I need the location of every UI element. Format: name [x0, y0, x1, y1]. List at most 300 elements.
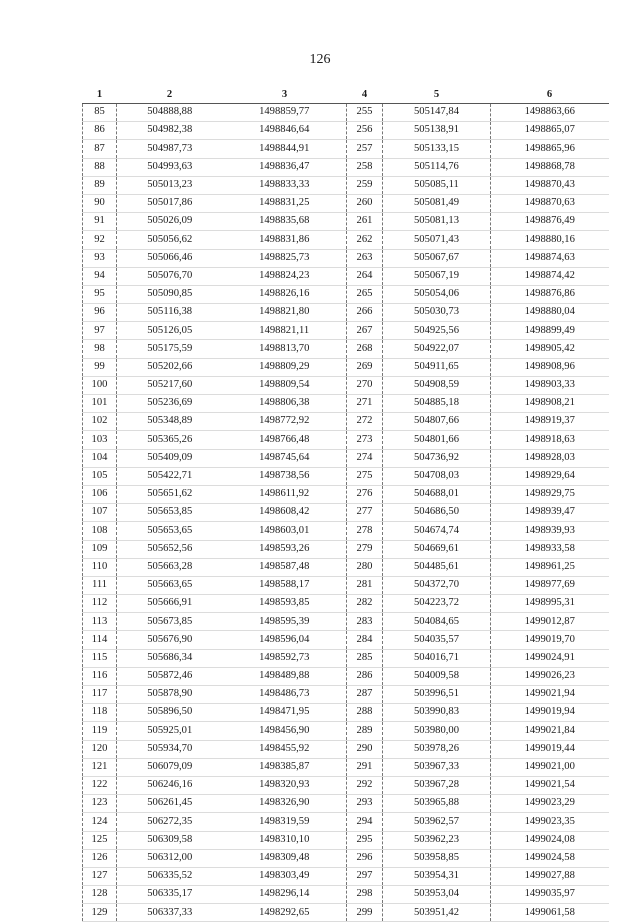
table-row — [83, 322, 609, 340]
x-coordinate-cell: 503990,83 — [383, 704, 491, 722]
y-coordinate-cell: 1498933,58 — [491, 540, 609, 558]
table-row — [83, 122, 609, 140]
table-row — [83, 140, 609, 158]
y-coordinate-cell: 1498870,63 — [491, 194, 609, 212]
point-number-cell: 118 — [83, 704, 117, 722]
x-coordinate-cell: 506246,16 — [117, 776, 223, 794]
x-coordinate-cell: 503953,04 — [383, 886, 491, 904]
y-coordinate-cell: 1498588,17 — [223, 576, 347, 594]
x-coordinate-cell: 505651,62 — [117, 485, 223, 503]
x-coordinate-cell: 504922,07 — [383, 340, 491, 358]
table-row — [83, 413, 609, 431]
x-coordinate-cell: 505686,34 — [117, 649, 223, 667]
x-coordinate-cell: 505054,06 — [383, 285, 491, 303]
point-number-cell: 259 — [347, 176, 383, 194]
table-row — [83, 467, 609, 485]
x-coordinate-cell: 504035,57 — [383, 631, 491, 649]
point-number-cell: 129 — [83, 904, 117, 922]
table-row — [83, 613, 609, 631]
x-coordinate-cell: 504372,70 — [383, 576, 491, 594]
point-number-cell: 113 — [83, 613, 117, 631]
y-coordinate-cell: 1499024,08 — [491, 831, 609, 849]
point-number-cell: 107 — [83, 504, 117, 522]
x-coordinate-cell: 503978,26 — [383, 740, 491, 758]
point-number-cell: 293 — [347, 795, 383, 813]
x-coordinate-cell: 505067,67 — [383, 249, 491, 267]
y-coordinate-cell: 1498874,63 — [491, 249, 609, 267]
y-coordinate-cell: 1498471,95 — [223, 704, 347, 722]
table-row — [83, 795, 609, 813]
x-coordinate-cell: 504993,63 — [117, 158, 223, 176]
x-coordinate-cell: 504686,50 — [383, 504, 491, 522]
y-coordinate-cell: 1498835,68 — [223, 213, 347, 231]
point-number-cell: 121 — [83, 758, 117, 776]
y-coordinate-cell: 1498587,48 — [223, 558, 347, 576]
x-coordinate-cell: 505666,91 — [117, 595, 223, 613]
point-number-cell: 120 — [83, 740, 117, 758]
point-number-cell: 127 — [83, 867, 117, 885]
point-number-cell: 261 — [347, 213, 383, 231]
y-coordinate-cell: 1498905,42 — [491, 340, 609, 358]
point-number-cell: 287 — [347, 686, 383, 704]
y-coordinate-cell: 1498876,49 — [491, 213, 609, 231]
y-coordinate-cell: 1498831,25 — [223, 194, 347, 212]
x-coordinate-cell: 505673,85 — [117, 613, 223, 631]
point-number-cell: 299 — [347, 904, 383, 922]
point-number-cell: 93 — [83, 249, 117, 267]
y-coordinate-cell: 1498824,23 — [223, 267, 347, 285]
column-header-4: 4 — [347, 87, 383, 104]
table-row — [83, 776, 609, 794]
y-coordinate-cell: 1498918,63 — [491, 431, 609, 449]
y-coordinate-cell: 1498939,93 — [491, 522, 609, 540]
y-coordinate-cell: 1498303,49 — [223, 867, 347, 885]
y-coordinate-cell: 1498608,42 — [223, 504, 347, 522]
x-coordinate-cell: 505126,05 — [117, 322, 223, 340]
x-coordinate-cell: 503962,57 — [383, 813, 491, 831]
point-number-cell: 100 — [83, 376, 117, 394]
x-coordinate-cell: 505138,91 — [383, 122, 491, 140]
y-coordinate-cell: 1498296,14 — [223, 886, 347, 904]
point-number-cell: 110 — [83, 558, 117, 576]
point-number-cell: 282 — [347, 595, 383, 613]
x-coordinate-cell: 504223,72 — [383, 595, 491, 613]
point-number-cell: 291 — [347, 758, 383, 776]
point-number-cell: 295 — [347, 831, 383, 849]
y-coordinate-cell: 1498455,92 — [223, 740, 347, 758]
table-row — [83, 904, 609, 922]
y-coordinate-cell: 1498908,96 — [491, 358, 609, 376]
table-row — [83, 213, 609, 231]
table-row — [83, 649, 609, 667]
point-number-cell: 268 — [347, 340, 383, 358]
table-row — [83, 358, 609, 376]
x-coordinate-cell: 505409,09 — [117, 449, 223, 467]
y-coordinate-cell: 1498919,37 — [491, 413, 609, 431]
x-coordinate-cell: 504485,61 — [383, 558, 491, 576]
point-number-cell: 91 — [83, 213, 117, 231]
y-coordinate-cell: 1499023,35 — [491, 813, 609, 831]
x-coordinate-cell: 505013,23 — [117, 176, 223, 194]
point-number-cell: 89 — [83, 176, 117, 194]
x-coordinate-cell: 504009,58 — [383, 667, 491, 685]
x-coordinate-cell: 504982,38 — [117, 122, 223, 140]
point-number-cell: 255 — [347, 104, 383, 122]
y-coordinate-cell: 1498489,88 — [223, 667, 347, 685]
y-coordinate-cell: 1498880,04 — [491, 304, 609, 322]
x-coordinate-cell: 503967,33 — [383, 758, 491, 776]
y-coordinate-cell: 1498899,49 — [491, 322, 609, 340]
coordinates-table — [82, 87, 609, 922]
table-row — [83, 376, 609, 394]
y-coordinate-cell: 1498836,47 — [223, 158, 347, 176]
column-header-6: 6 — [491, 87, 609, 104]
y-coordinate-cell: 1498592,73 — [223, 649, 347, 667]
x-coordinate-cell: 504084,65 — [383, 613, 491, 631]
x-coordinate-cell: 504669,61 — [383, 540, 491, 558]
point-number-cell: 296 — [347, 849, 383, 867]
x-coordinate-cell: 505925,01 — [117, 722, 223, 740]
y-coordinate-cell: 1498929,64 — [491, 467, 609, 485]
y-coordinate-cell: 1499026,23 — [491, 667, 609, 685]
page-number: 126 — [309, 52, 331, 67]
point-number-cell: 112 — [83, 595, 117, 613]
x-coordinate-cell: 506335,17 — [117, 886, 223, 904]
y-coordinate-cell: 1498874,42 — [491, 267, 609, 285]
x-coordinate-cell: 505653,85 — [117, 504, 223, 522]
point-number-cell: 264 — [347, 267, 383, 285]
table-row — [83, 558, 609, 576]
point-number-cell: 117 — [83, 686, 117, 704]
point-number-cell: 111 — [83, 576, 117, 594]
y-coordinate-cell: 1499021,00 — [491, 758, 609, 776]
x-coordinate-cell: 505076,70 — [117, 267, 223, 285]
y-coordinate-cell: 1498320,93 — [223, 776, 347, 794]
table-row — [83, 831, 609, 849]
table-row — [83, 849, 609, 867]
y-coordinate-cell: 1498908,21 — [491, 395, 609, 413]
x-coordinate-cell: 504016,71 — [383, 649, 491, 667]
point-number-cell: 106 — [83, 485, 117, 503]
table-row — [83, 522, 609, 540]
y-coordinate-cell: 1498876,86 — [491, 285, 609, 303]
point-number-cell: 289 — [347, 722, 383, 740]
y-coordinate-cell: 1499021,54 — [491, 776, 609, 794]
point-number-cell: 269 — [347, 358, 383, 376]
x-coordinate-cell: 503967,28 — [383, 776, 491, 794]
y-coordinate-cell: 1498928,03 — [491, 449, 609, 467]
y-coordinate-cell: 1498870,43 — [491, 176, 609, 194]
y-coordinate-cell: 1498326,90 — [223, 795, 347, 813]
point-number-cell: 290 — [347, 740, 383, 758]
point-number-cell: 278 — [347, 522, 383, 540]
point-number-cell: 128 — [83, 886, 117, 904]
point-number-cell: 263 — [347, 249, 383, 267]
point-number-cell: 283 — [347, 613, 383, 631]
x-coordinate-cell: 504688,01 — [383, 485, 491, 503]
point-number-cell: 271 — [347, 395, 383, 413]
x-coordinate-cell: 505896,50 — [117, 704, 223, 722]
x-coordinate-cell: 505663,65 — [117, 576, 223, 594]
x-coordinate-cell: 504925,56 — [383, 322, 491, 340]
y-coordinate-cell: 1498844,91 — [223, 140, 347, 158]
point-number-cell: 102 — [83, 413, 117, 431]
point-number-cell: 94 — [83, 267, 117, 285]
table-header-row — [83, 87, 609, 104]
y-coordinate-cell: 1498593,85 — [223, 595, 347, 613]
point-number-cell: 105 — [83, 467, 117, 485]
y-coordinate-cell: 1498319,59 — [223, 813, 347, 831]
x-coordinate-cell: 505217,60 — [117, 376, 223, 394]
y-coordinate-cell: 1498603,01 — [223, 522, 347, 540]
point-number-cell: 286 — [347, 667, 383, 685]
y-coordinate-cell: 1498745,64 — [223, 449, 347, 467]
y-coordinate-cell: 1498309,48 — [223, 849, 347, 867]
table-row — [83, 285, 609, 303]
x-coordinate-cell: 505236,69 — [117, 395, 223, 413]
y-coordinate-cell: 1498825,73 — [223, 249, 347, 267]
y-coordinate-cell: 1498738,56 — [223, 467, 347, 485]
y-coordinate-cell: 1499012,87 — [491, 613, 609, 631]
point-number-cell: 279 — [347, 540, 383, 558]
x-coordinate-cell: 505067,19 — [383, 267, 491, 285]
table-row — [83, 758, 609, 776]
y-coordinate-cell: 1498821,80 — [223, 304, 347, 322]
y-coordinate-cell: 1498292,65 — [223, 904, 347, 922]
y-coordinate-cell: 1498772,92 — [223, 413, 347, 431]
x-coordinate-cell: 505090,85 — [117, 285, 223, 303]
y-coordinate-cell: 1498611,92 — [223, 485, 347, 503]
x-coordinate-cell: 506309,58 — [117, 831, 223, 849]
y-coordinate-cell: 1498859,77 — [223, 104, 347, 122]
point-number-cell: 273 — [347, 431, 383, 449]
x-coordinate-cell: 505422,71 — [117, 467, 223, 485]
x-coordinate-cell: 504807,66 — [383, 413, 491, 431]
table-row — [83, 304, 609, 322]
y-coordinate-cell: 1498809,29 — [223, 358, 347, 376]
y-coordinate-cell: 1498929,75 — [491, 485, 609, 503]
table-row — [83, 740, 609, 758]
point-number-cell: 281 — [347, 576, 383, 594]
y-coordinate-cell: 1498831,86 — [223, 231, 347, 249]
point-number-cell: 270 — [347, 376, 383, 394]
table-row — [83, 431, 609, 449]
point-number-cell: 115 — [83, 649, 117, 667]
y-coordinate-cell: 1498813,70 — [223, 340, 347, 358]
point-number-cell: 86 — [83, 122, 117, 140]
column-header-2: 2 — [117, 87, 223, 104]
x-coordinate-cell: 506337,33 — [117, 904, 223, 922]
x-coordinate-cell: 503980,00 — [383, 722, 491, 740]
y-coordinate-cell: 1499021,84 — [491, 722, 609, 740]
x-coordinate-cell: 505085,11 — [383, 176, 491, 194]
x-coordinate-cell: 503965,88 — [383, 795, 491, 813]
point-number-cell: 90 — [83, 194, 117, 212]
x-coordinate-cell: 505116,38 — [117, 304, 223, 322]
x-coordinate-cell: 504911,65 — [383, 358, 491, 376]
table-row — [83, 194, 609, 212]
table-row — [83, 867, 609, 885]
x-coordinate-cell: 505348,89 — [117, 413, 223, 431]
x-coordinate-cell: 505026,09 — [117, 213, 223, 231]
x-coordinate-cell: 505081,49 — [383, 194, 491, 212]
table-row — [83, 267, 609, 285]
y-coordinate-cell: 1498865,07 — [491, 122, 609, 140]
point-number-cell: 95 — [83, 285, 117, 303]
y-coordinate-cell: 1498809,54 — [223, 376, 347, 394]
point-number-cell: 298 — [347, 886, 383, 904]
x-coordinate-cell: 505147,84 — [383, 104, 491, 122]
table-row — [83, 631, 609, 649]
x-coordinate-cell: 505365,26 — [117, 431, 223, 449]
point-number-cell: 285 — [347, 649, 383, 667]
point-number-cell: 272 — [347, 413, 383, 431]
table-row — [83, 704, 609, 722]
point-number-cell: 258 — [347, 158, 383, 176]
point-number-cell: 294 — [347, 813, 383, 831]
point-number-cell: 92 — [83, 231, 117, 249]
point-number-cell: 275 — [347, 467, 383, 485]
y-coordinate-cell: 1498833,33 — [223, 176, 347, 194]
y-coordinate-cell: 1498806,38 — [223, 395, 347, 413]
y-coordinate-cell: 1498595,39 — [223, 613, 347, 631]
table-row — [83, 176, 609, 194]
x-coordinate-cell: 505872,46 — [117, 667, 223, 685]
y-coordinate-cell: 1499027,88 — [491, 867, 609, 885]
x-coordinate-cell: 504708,03 — [383, 467, 491, 485]
point-number-cell: 284 — [347, 631, 383, 649]
y-coordinate-cell: 1498826,16 — [223, 285, 347, 303]
x-coordinate-cell: 505934,70 — [117, 740, 223, 758]
point-number-cell: 256 — [347, 122, 383, 140]
point-number-cell: 119 — [83, 722, 117, 740]
y-coordinate-cell: 1498880,16 — [491, 231, 609, 249]
x-coordinate-cell: 503996,51 — [383, 686, 491, 704]
x-coordinate-cell: 504801,66 — [383, 431, 491, 449]
x-coordinate-cell: 503951,42 — [383, 904, 491, 922]
y-coordinate-cell: 1499061,58 — [491, 904, 609, 922]
point-number-cell: 265 — [347, 285, 383, 303]
table-row — [83, 540, 609, 558]
y-coordinate-cell: 1498939,47 — [491, 504, 609, 522]
table-row — [83, 249, 609, 267]
y-coordinate-cell: 1499019,44 — [491, 740, 609, 758]
table-row — [83, 722, 609, 740]
point-number-cell: 276 — [347, 485, 383, 503]
point-number-cell: 116 — [83, 667, 117, 685]
column-header-3: 3 — [223, 87, 347, 104]
table-row — [83, 340, 609, 358]
x-coordinate-cell: 506335,52 — [117, 867, 223, 885]
table-row — [83, 231, 609, 249]
point-number-cell: 257 — [347, 140, 383, 158]
y-coordinate-cell: 1498456,90 — [223, 722, 347, 740]
point-number-cell: 88 — [83, 158, 117, 176]
x-coordinate-cell: 505878,90 — [117, 686, 223, 704]
y-coordinate-cell: 1498821,11 — [223, 322, 347, 340]
point-number-cell: 266 — [347, 304, 383, 322]
y-coordinate-cell: 1498766,48 — [223, 431, 347, 449]
point-number-cell: 125 — [83, 831, 117, 849]
table-row — [83, 395, 609, 413]
y-coordinate-cell: 1498486,73 — [223, 686, 347, 704]
point-number-cell: 267 — [347, 322, 383, 340]
x-coordinate-cell: 505066,46 — [117, 249, 223, 267]
x-coordinate-cell: 506079,09 — [117, 758, 223, 776]
y-coordinate-cell: 1498863,66 — [491, 104, 609, 122]
point-number-cell: 280 — [347, 558, 383, 576]
table-row — [83, 886, 609, 904]
point-number-cell: 103 — [83, 431, 117, 449]
x-coordinate-cell: 506261,45 — [117, 795, 223, 813]
table-row — [83, 104, 609, 122]
y-coordinate-cell: 1498596,04 — [223, 631, 347, 649]
point-number-cell: 274 — [347, 449, 383, 467]
x-coordinate-cell: 504888,88 — [117, 104, 223, 122]
table-body — [83, 104, 609, 922]
column-header-5: 5 — [383, 87, 491, 104]
point-number-cell: 260 — [347, 194, 383, 212]
point-number-cell: 96 — [83, 304, 117, 322]
x-coordinate-cell: 504885,18 — [383, 395, 491, 413]
y-coordinate-cell: 1498995,31 — [491, 595, 609, 613]
x-coordinate-cell: 505652,56 — [117, 540, 223, 558]
y-coordinate-cell: 1499023,29 — [491, 795, 609, 813]
y-coordinate-cell: 1499035,97 — [491, 886, 609, 904]
x-coordinate-cell: 505114,76 — [383, 158, 491, 176]
point-number-cell: 122 — [83, 776, 117, 794]
x-coordinate-cell: 505676,90 — [117, 631, 223, 649]
y-coordinate-cell: 1498977,69 — [491, 576, 609, 594]
point-number-cell: 85 — [83, 104, 117, 122]
x-coordinate-cell: 506312,00 — [117, 849, 223, 867]
y-coordinate-cell: 1498846,64 — [223, 122, 347, 140]
point-number-cell: 114 — [83, 631, 117, 649]
point-number-cell: 292 — [347, 776, 383, 794]
point-number-cell: 98 — [83, 340, 117, 358]
table-row — [83, 667, 609, 685]
table-row — [83, 449, 609, 467]
y-coordinate-cell: 1498385,87 — [223, 758, 347, 776]
point-number-cell: 288 — [347, 704, 383, 722]
x-coordinate-cell: 506272,35 — [117, 813, 223, 831]
x-coordinate-cell: 505202,66 — [117, 358, 223, 376]
point-number-cell: 277 — [347, 504, 383, 522]
point-number-cell: 104 — [83, 449, 117, 467]
table-row — [83, 595, 609, 613]
point-number-cell: 123 — [83, 795, 117, 813]
y-coordinate-cell: 1499019,70 — [491, 631, 609, 649]
y-coordinate-cell: 1498903,33 — [491, 376, 609, 394]
x-coordinate-cell: 503958,85 — [383, 849, 491, 867]
y-coordinate-cell: 1499024,91 — [491, 649, 609, 667]
x-coordinate-cell: 504736,92 — [383, 449, 491, 467]
x-coordinate-cell: 505133,15 — [383, 140, 491, 158]
y-coordinate-cell: 1498865,96 — [491, 140, 609, 158]
table-row — [83, 158, 609, 176]
x-coordinate-cell: 505017,86 — [117, 194, 223, 212]
point-number-cell: 87 — [83, 140, 117, 158]
x-coordinate-cell: 505056,62 — [117, 231, 223, 249]
x-coordinate-cell: 504908,59 — [383, 376, 491, 394]
point-number-cell: 262 — [347, 231, 383, 249]
x-coordinate-cell: 505175,59 — [117, 340, 223, 358]
y-coordinate-cell: 1498310,10 — [223, 831, 347, 849]
point-number-cell: 99 — [83, 358, 117, 376]
x-coordinate-cell: 505081,13 — [383, 213, 491, 231]
point-number-cell: 124 — [83, 813, 117, 831]
y-coordinate-cell: 1498961,25 — [491, 558, 609, 576]
